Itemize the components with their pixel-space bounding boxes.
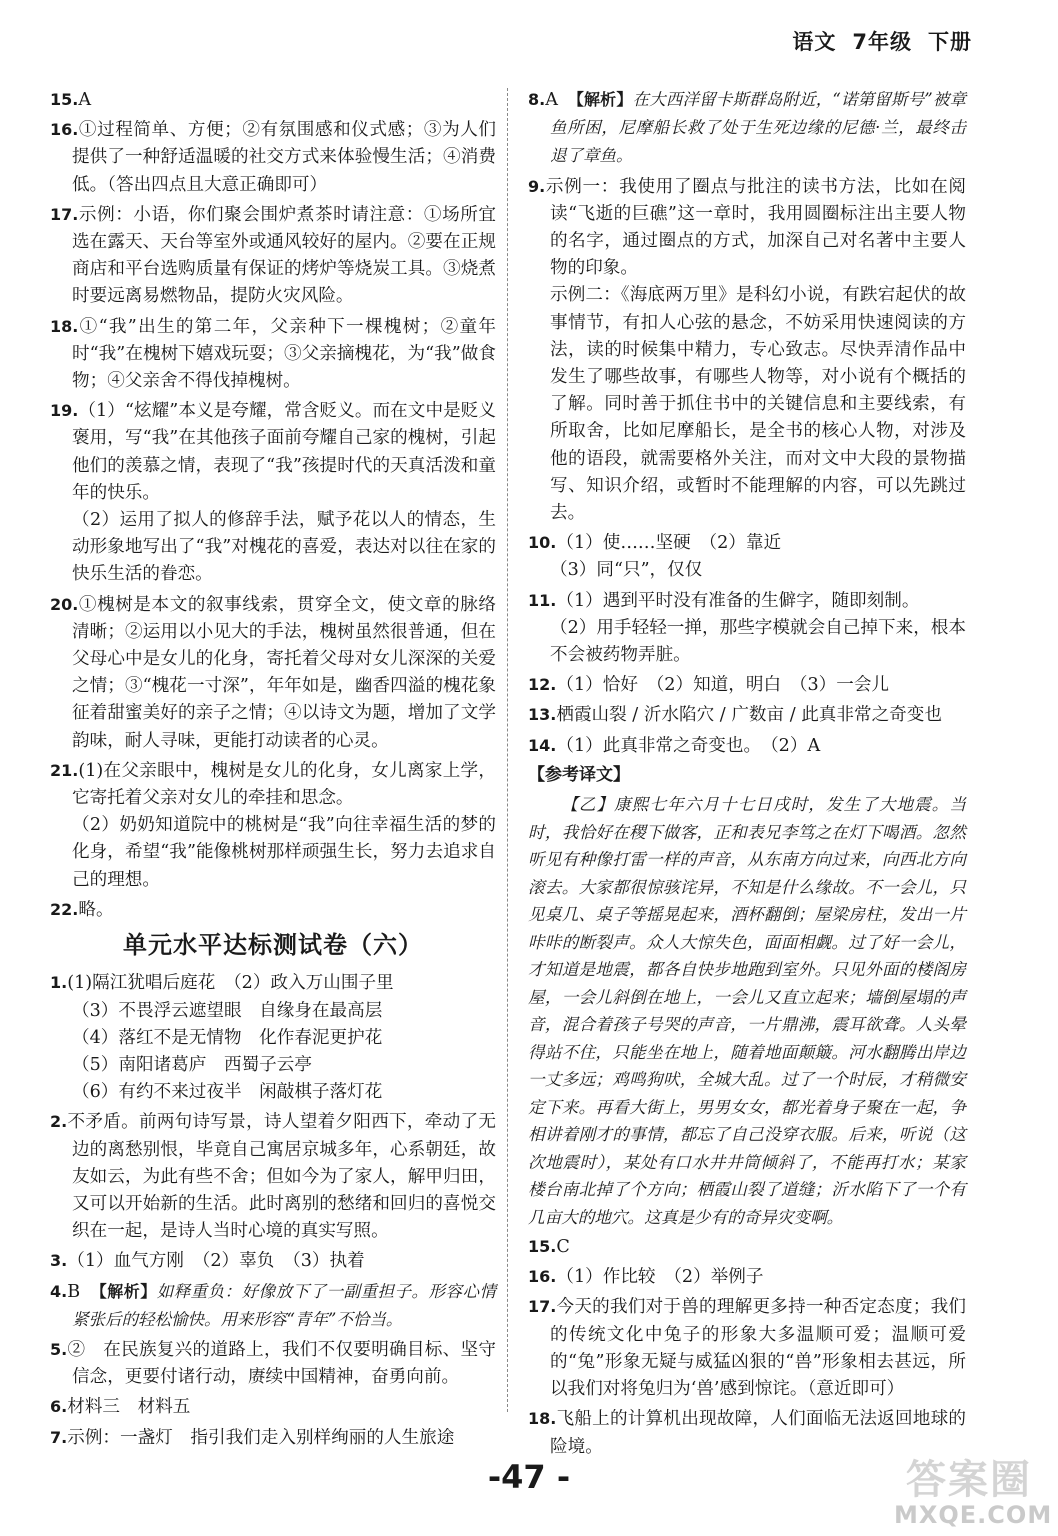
answer-item: [528, 529, 966, 584]
answer-text: 飞船上的计算机出现故障，人们面临无法返回地球的险境。: [550, 1409, 966, 1457]
question-number: 14.: [528, 735, 557, 755]
answer-text: （2）用手轻轻一掸，那些字模就会自己掉下来，根本不会被药物弄脏。: [550, 617, 966, 666]
answer-text: 材料三 材料五: [67, 1397, 191, 1418]
answer-text: （1）“炫耀”本义是夸耀，常含贬义。而在文中是贬义褒用，写“我”在其他孩子面前夸耀自己家的槐树，引起他们的羡慕之情，表现了“我”孩提时代的天真活泼和童年的快乐。: [72, 401, 496, 503]
answer-item: [50, 313, 496, 396]
question-number: 2.: [50, 1112, 68, 1132]
answer-item: [528, 1233, 966, 1261]
answer-item: [50, 1278, 496, 1334]
answer-line: [50, 896, 496, 924]
answer-item: [50, 757, 496, 894]
answer-item: [50, 116, 496, 199]
answer-line: [50, 397, 496, 507]
answer-text: （3）不畏浮云遮望眼 自缘身在最高层: [72, 1000, 383, 1021]
answer-text: ①槐树是本文的叙事线索，贯穿全文，使文章的脉络清晰；②运用以小见大的手法，槐树虽然很普通，但在父母心中是女儿的化身，寄托着父母对女儿深深的关爱之情；③“槐花一寸深”，年年如是，幽香四溢的槐花象征着甜蜜美好的亲子之情；④以诗文为题，增加了文学韵味，耐人寻味，更能打动读者的心灵。: [72, 594, 496, 751]
answer-line: [50, 1052, 496, 1079]
question-number: 13.: [528, 705, 557, 725]
answer-text: ①过程简单、方便；②有氛围感和仪式感；③为人们提供了一种舒适温暖的社交方式来体验慢生活；④消费低。（答出四点且大意正确即可）: [72, 120, 496, 195]
answer-text: （1）血气方刚 （2）辜负 （3）执着: [67, 1251, 365, 1272]
question-number: 8.: [528, 90, 546, 109]
answer-text: A: [78, 90, 92, 110]
answer-text: 略。: [78, 899, 114, 920]
question-number: 10.: [528, 533, 557, 553]
answer-line: [528, 173, 966, 283]
translation-text: 【乙】康熙七年六月十七日戌时，发生了大地震。当时，我恰好在稷下做客，正和表兄李笃之在灯下喝酒。忽然听见有种像打雷一样的声音，从东南方向过来，向西北方向滚去。大家都很惊骇诧异，不知是什么缘故。不一会儿，只见桌几、桌子等摇晃起来，酒杯翻倒；屋梁房柱，发出一片咔咔的断裂声。众人大惊失色，面面相觑。过了好一会儿，才知道是地震，都各自快步地跑到室外。只见外面的楼阁房屋，一会儿斜倒在地上，一会儿又直立起来；墙倒屋塌的声音，混合着孩子号哭的声音，一片鼎沸，震耳欲聋。人头晕得站不住，只能坐在地上，随着地面颠簸。河水翻腾出岸边一丈多远；鸡鸣狗吠，全城大乱。过了一个时辰，才稍微安定下来。再看大街上，男男女女，都光着身子聚在一起，争相讲着刚才的事情，都忘了自己没穿衣服。后来，听说（这次地震时），某处有口水井井筒倾斜了，不能再打水；某家楼台南北掉了个方向；栖霞山裂了道缝；沂水陷下了一个有几亩大的地穴。这真是少有的奇异灾变啊。: [528, 795, 966, 1227]
answer-line: [528, 557, 966, 584]
answer-item: [528, 173, 966, 528]
answer-text: （2）奶奶知道院中的桃树是“我”向往幸福生活的梦的化身，希望“我”能像桃树那样顽强生长，努力去追求自己的理想。: [72, 815, 496, 890]
answer-text: （1）恰好 （2）知道，明白 （3）一会儿: [556, 675, 890, 696]
question-number: 17.: [528, 1297, 557, 1317]
page-number: -47 -: [487, 1458, 571, 1496]
answer-text: （1）遇到平时没有准备的生僻字，随即刻制。: [556, 590, 920, 611]
answer-line: [528, 587, 966, 615]
answer-item: [528, 1263, 966, 1291]
answer-text: C: [556, 1237, 570, 1258]
page-header: [776, 26, 972, 56]
answer-line: [50, 1278, 496, 1334]
question-number: 19.: [50, 401, 79, 421]
answer-line: [528, 615, 966, 669]
answer-line: [528, 701, 966, 729]
answer-line: [528, 1293, 966, 1403]
answer-line: [528, 1405, 966, 1460]
answer-item: [50, 1424, 496, 1452]
question-number: 15.: [50, 90, 79, 109]
question-number: 17.: [50, 204, 79, 224]
question-number: 18.: [528, 1409, 557, 1429]
answer-line: [50, 1336, 496, 1391]
translation-title: 【参考译文】: [528, 764, 630, 785]
answer-item: [50, 896, 496, 924]
answer-item: [50, 1108, 496, 1245]
answer-line: [528, 671, 966, 699]
answer-text: 栖霞山裂 / 沂水陷穴 / 广数亩 / 此真非常之奇变也: [556, 705, 942, 726]
question-number: 16.: [50, 120, 79, 140]
answer-text: （5）南阳诸葛庐 西蜀子云亭: [72, 1054, 312, 1075]
answer-line: [50, 591, 496, 755]
answer-text: A: [545, 90, 558, 110]
question-number: 7.: [50, 1427, 68, 1447]
section-answer-list: [50, 969, 496, 1451]
answer-text: （1）此真非常之奇变也。 （2）A: [556, 735, 821, 756]
answer-text: 示例二：《海底两万里》是科幻小说，有跌宕起伏的故事情节，有扣人心弦的悬念，不妨采用快速阅读的方法，读的时候集中精力，专心致志。尽快弄清作品中发生了哪些故事，有哪些人物等，对小说有个概括的了解。同时善于抓住书中的关键信息和主要线索，有所取舍，比如尼摩船长，是全书的核心人物，对涉及他的语段，就需要格外关注，而对文中大段的景物描写、知识介绍，或暂时不能理解的内容，可以先跳过去。: [550, 285, 966, 524]
left-column: [50, 86, 496, 1454]
right-answer-list: [528, 86, 966, 760]
right-column: [528, 86, 966, 1463]
right-answer-list-2: [528, 1233, 966, 1461]
watermark-logo: [894, 1457, 1053, 1530]
left-answer-list: [50, 86, 496, 924]
answer-line: [50, 998, 496, 1025]
answer-item: [528, 1405, 966, 1460]
question-number: 21.: [50, 760, 79, 780]
answer-text: B: [67, 1281, 81, 1302]
answer-item: [50, 1247, 496, 1275]
question-number: 3.: [50, 1251, 68, 1271]
answer-line: [50, 757, 496, 812]
answer-item: [50, 201, 496, 311]
question-number: 15.: [528, 1237, 557, 1257]
answer-item: [528, 86, 966, 171]
analysis-text: 如释重负：好像放下了一副重担子。形容心情紧张后的轻松愉快。用来形容“青年”不恰当。: [72, 1281, 496, 1329]
question-number: 6.: [50, 1397, 68, 1417]
answer-line: [50, 1108, 496, 1245]
answer-line: [50, 86, 496, 114]
answer-line: [50, 507, 496, 589]
answer-item: [50, 397, 496, 588]
answer-text: 今天的我们对于兽的理解更多持一种否定态度；我们的传统文化中兔子的形象大多温顺可爱；温顺可爱的“兔”形象无疑与威猛凶狠的“兽”形象相去甚远，所以我们对将兔归为‘兽’感到惊诧。（意近即可）: [550, 1297, 966, 1400]
answer-item: [528, 732, 966, 760]
column-divider: [507, 88, 508, 1412]
answer-line: [50, 116, 496, 199]
answer-line: [528, 732, 966, 760]
answer-text: （1）作比较 （2）举例子: [556, 1267, 764, 1288]
header-grade: 7年级: [852, 30, 912, 54]
watermark-top: 答案圈: [906, 1457, 1032, 1503]
answer-text: 示例：小语，你们聚会围炉煮茶时请注意：①场所宜选在露天、天台等室外或通风较好的屋内。②要在正规商店和平台选购质量有保证的烤炉等烧炭工具。③烧煮时要远离易燃物品，提防火灾风险。: [72, 204, 496, 307]
section-title: 单元水平达标测试卷（六）: [123, 931, 423, 960]
answer-line: [50, 313, 496, 396]
question-number: 11.: [528, 590, 557, 610]
header-subject: 语文: [792, 30, 837, 54]
answer-line: [528, 282, 966, 527]
question-number: 9.: [528, 176, 546, 196]
answer-item: [50, 1393, 496, 1421]
answer-text: （4）落红不是无情物 化作春泥更护花: [72, 1027, 383, 1048]
answer-line: [528, 1233, 966, 1261]
question-number: 4.: [50, 1281, 68, 1301]
answer-item: [50, 969, 496, 1106]
answer-line: [50, 1247, 496, 1275]
answer-line: [50, 1025, 496, 1052]
answer-text: （1）使……坚硬 （2）靠近: [556, 533, 782, 554]
answer-line: [50, 969, 496, 997]
question-number: 22.: [50, 899, 79, 919]
analysis-text: 在大西洋留卡斯群岛附近，“诺第留斯号”被章鱼所困，尼摩船长救了处于生死边缘的尼德·兰，最终击退了章鱼。: [550, 90, 966, 166]
answer-item: [50, 86, 496, 114]
answer-text: ② 在民族复兴的道路上，我们不仅要明确目标、坚守信念，更要付诸行动，赓续中国精神，奋勇向前。: [67, 1339, 496, 1388]
answer-text: 不矛盾。前两句诗写景，诗人望着夕阳西下，牵动了无边的离愁别恨，毕竟自己寓居京城多年，心系朝廷，故友如云，为此有些不舍；但如今为了家人，解甲归田，又可以开始新的生活。此时离别的愁绪和回归的喜悦交织在一起，是诗人当时心境的真实写照。: [67, 1112, 496, 1242]
question-number: 18.: [50, 316, 79, 336]
question-number: 1.: [50, 973, 68, 993]
answer-text: （3）同“只”，仅仅: [550, 560, 703, 581]
question-number: 5.: [50, 1339, 68, 1359]
answer-line: [528, 86, 966, 171]
answer-item: [528, 671, 966, 699]
answer-line: [50, 1079, 496, 1106]
answer-text: (1)在父亲眼中，槐树是女儿的化身，女儿离家上学，它寄托着父亲对女儿的牵挂和思念。: [72, 760, 496, 809]
answer-text: (1)隔江犹唱后庭花 （2）政入万山围子里: [67, 973, 394, 994]
answer-item: [528, 701, 966, 729]
answer-item: [50, 1336, 496, 1391]
answer-text: ①“我”出生的第二年，父亲种下一棵槐树；②童年时“我”在槐树下嬉戏玩耍；③父亲摘槐花，为“我”做食物；④父亲舍不得伐掉槐树。: [72, 316, 496, 392]
answer-item: [528, 587, 966, 670]
question-number: 12.: [528, 675, 557, 695]
answer-text: 示例：一盏灯 指引我们走入别样绚丽的人生旅途: [67, 1427, 455, 1448]
header-volume: 下册: [928, 30, 972, 54]
answer-item: [50, 591, 496, 755]
answer-line: [528, 1263, 966, 1291]
analysis-tag: 【解析】: [575, 90, 633, 109]
analysis-tag: 【解析】: [98, 1281, 157, 1301]
watermark-bottom: MXQE.COM: [894, 1501, 1053, 1529]
answer-line: [528, 529, 966, 557]
answer-text: （6）有约不来过夜半 闲敲棋子落灯花: [72, 1082, 383, 1103]
question-number: 16.: [528, 1267, 557, 1287]
answer-line: [50, 812, 496, 894]
answer-line: [50, 201, 496, 311]
answer-line: [50, 1393, 496, 1421]
answer-text: （2）运用了拟人的修辞手法，赋予花以人的情态，生动形象地写出了“我”对槐花的喜爱，表达对以往在家的快乐生活的眷恋。: [72, 510, 496, 585]
question-number: 20.: [50, 594, 79, 614]
answer-item: [528, 1293, 966, 1403]
answer-line: [50, 1424, 496, 1452]
answer-text: 示例一：我使用了圈点与批注的读书方法，比如在阅读“飞逝的巨礁”这一章时，我用圆圈标注出主要人物的名字，通过圈点的方式，加深自己对名著中主要人物的印象。: [545, 176, 966, 279]
